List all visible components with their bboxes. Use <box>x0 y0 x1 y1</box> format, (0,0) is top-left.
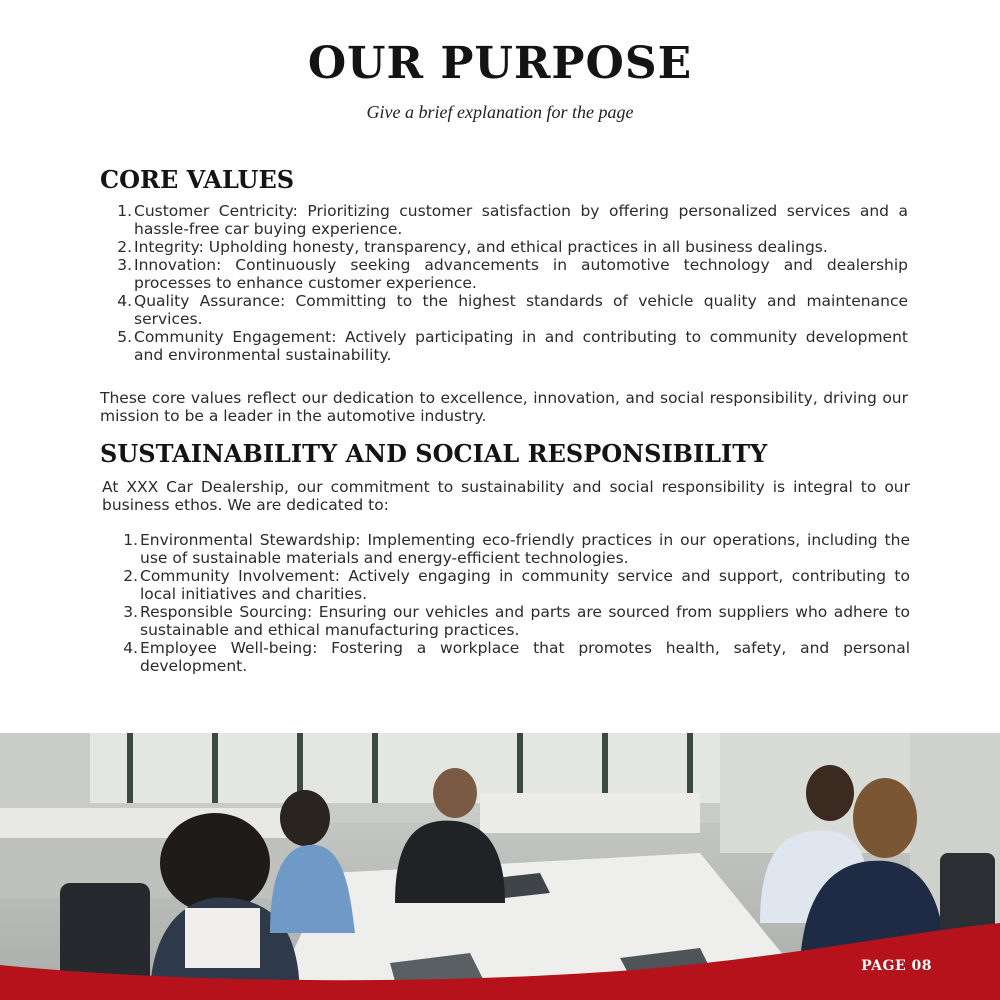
list-item-text: Quality Assurance: Committing to the highest standards of vehicle quality and maintenance services. <box>134 292 908 328</box>
list-item-text: Integrity: Upholding honesty, transparency, and ethical practices in all business dealings. <box>134 238 828 256</box>
list-number: 2. <box>117 238 132 256</box>
list-number: 1. <box>123 531 138 549</box>
footer-red-wave <box>0 733 1000 1000</box>
page-title: OUR PURPOSE <box>307 38 693 89</box>
list-number: 4. <box>117 292 132 310</box>
list-number: 3. <box>123 603 138 621</box>
list-item-text: Responsible Sourcing: Ensuring our vehicles and parts are sourced from suppliers who adhere to sustainable and ethical manufacturing practices. <box>140 603 910 639</box>
list-item-text: Employee Well-being: Fostering a workplace that promotes health, safety, and personal development. <box>140 639 910 675</box>
list-item <box>104 292 908 328</box>
list-item <box>104 238 908 256</box>
list-number: 4. <box>123 639 138 657</box>
list-item <box>110 639 910 675</box>
core-values-summary: These core values reflect our dedication to excellence, innovation, and social responsibility, driving our mission to be a leader in the automotive industry. <box>100 389 908 425</box>
page-number: PAGE 08 <box>861 958 932 974</box>
page-subtitle: Give a brief explanation for the page <box>366 102 634 122</box>
list-item <box>110 531 910 567</box>
list-number: 1. <box>117 202 132 220</box>
list-item-text: Innovation: Continuously seeking advancements in automotive technology and dealership processes to enhance customer experience. <box>134 256 908 292</box>
list-item-text: Customer Centricity: Prioritizing customer satisfaction by offering personalized services and a hassle-free car buying experience. <box>134 202 908 238</box>
office-meeting-photo <box>0 733 1000 1000</box>
list-item <box>110 567 910 603</box>
sustainability-heading: SUSTAINABILITY AND SOCIAL RESPONSIBILITY <box>100 439 768 468</box>
list-item-text: Community Involvement: Actively engaging in community service and support, contributing to local initiatives and charities. <box>140 567 910 603</box>
sustainability-intro: At XXX Car Dealership, our commitment to sustainability and social responsibility is integral to our business ethos. We are dedicated to: <box>102 478 910 514</box>
list-item <box>110 603 910 639</box>
sustainability-list <box>110 531 910 675</box>
list-number: 2. <box>123 567 138 585</box>
list-number: 3. <box>117 256 132 274</box>
list-item <box>104 202 908 238</box>
list-item-text: Community Engagement: Actively participating in and contributing to community development and environmental sustainability. <box>134 328 908 364</box>
list-item <box>104 256 908 292</box>
core-values-heading: CORE VALUES <box>100 165 295 194</box>
core-values-list <box>104 202 908 364</box>
list-number: 5. <box>117 328 132 346</box>
list-item <box>104 328 908 364</box>
list-item-text: Environmental Stewardship: Implementing eco-friendly practices in our operations, including the use of sustainable materials and energy-efficient technologies. <box>140 531 910 567</box>
